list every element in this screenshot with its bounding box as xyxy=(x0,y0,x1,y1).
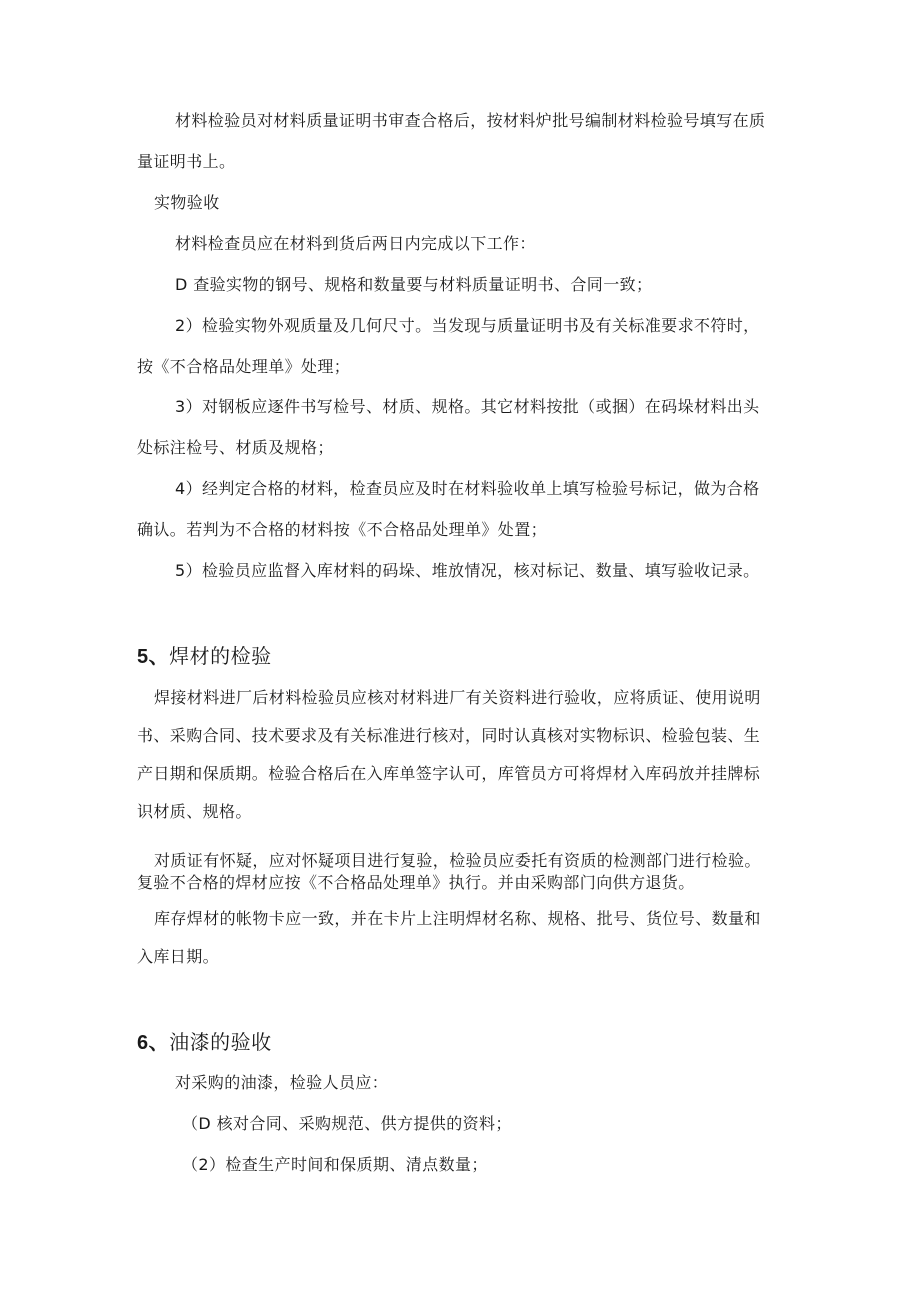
paragraph-line: 量证明书上。 xyxy=(137,152,236,171)
paragraph-line: 材料检查员应在材料到货后两日内完成以下工作： xyxy=(175,234,536,253)
list-item-continuation: 处标注检号、材质及规格； xyxy=(137,438,334,457)
paragraph-line: 入库日期。 xyxy=(137,947,220,966)
paragraph-line: 识材质、规格。 xyxy=(137,802,252,821)
paragraph-line: 对采购的油漆，检验人员应： xyxy=(175,1073,389,1092)
section-number: 6、 xyxy=(137,1032,170,1054)
section-title: 焊材的检验 xyxy=(169,644,272,668)
paragraph-line: 产日期和保质期。检验合格后在入库单签字认可，库管员方可将焊材入库码放并挂牌标 xyxy=(137,764,761,783)
section-title: 油漆的验收 xyxy=(169,1030,272,1054)
list-item: （D 核对合同、采购规范、供方提供的资料； xyxy=(182,1114,512,1133)
paragraph-line: 焊接材料进厂后材料检验员应核对材料进厂有关资料进行验收，应将质证、使用说明 xyxy=(154,688,761,707)
list-item: 5）检验员应监督入库材料的码垛、堆放情况，核对标记、数量、填写验收记录。 xyxy=(175,561,760,580)
list-item: D 查验实物的钢号、规格和数量要与材料质量证明书、合同一致； xyxy=(175,275,653,294)
paragraph-line: 材料检验员对材料质量证明书审查合格后，按材料炉批号编制材料检验号填写在质 xyxy=(175,111,766,130)
list-item: 4）经判定合格的材料，检查员应及时在材料验收单上填写检验号标记，做为合格 xyxy=(175,479,760,498)
list-item: （2）检查生产时间和保质期、清点数量； xyxy=(182,1155,488,1174)
paragraph-line: 书、采购合同、技术要求及有关标准进行核对，同时认真核对实物标识、检验包装、生 xyxy=(137,726,761,745)
subsection-title: 实物验收 xyxy=(154,193,220,212)
paragraph-line: 对质证有怀疑，应对怀疑项目进行复验，检验员应委托有资质的检测部门进行检验。 xyxy=(154,851,761,870)
paragraph-line: 库存焊材的帐物卡应一致，并在卡片上注明焊材名称、规格、批号、货位号、数量和 xyxy=(154,909,761,928)
list-item-continuation: 确认。若判为不合格的材料按《不合格品处理单》处置； xyxy=(137,520,548,539)
list-item: 2）检验实物外观质量及几何尺寸。当发现与质量证明书及有关标准要求不符时， xyxy=(175,316,760,335)
list-item-continuation: 按《不合格品处理单》处理； xyxy=(137,357,351,376)
list-item: 3）对钢板应逐件书写检号、材质、规格。其它材料按批（或捆）在码垛材料出头 xyxy=(175,397,760,416)
paragraph-line: 复验不合格的焊材应按《不合格品处理单》执行。并由采购部门向供方退货。 xyxy=(137,873,695,892)
section-heading-5 xyxy=(137,643,272,670)
section-heading-6 xyxy=(137,1029,272,1056)
section-number: 5、 xyxy=(137,646,170,668)
